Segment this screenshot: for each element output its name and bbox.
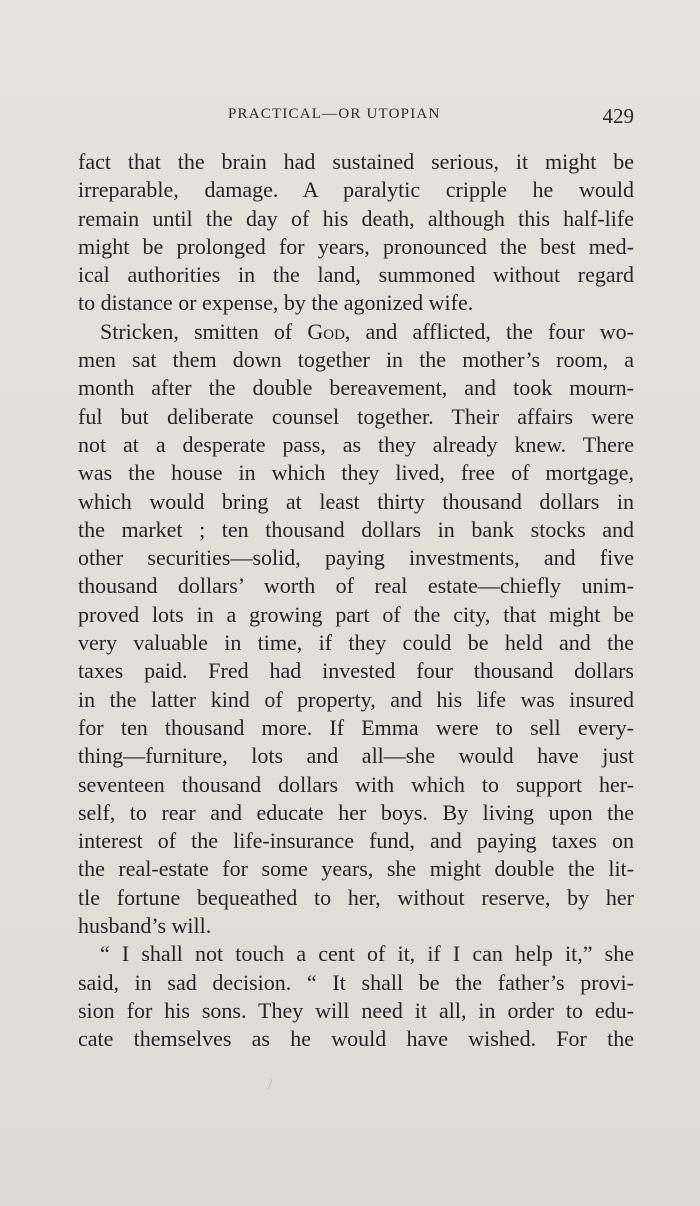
- text-line: sion for his sons. They will need it all, in order to edu-: [78, 997, 634, 1023]
- text-line: fact that the brain had sustained serious, it might be: [78, 149, 634, 174]
- text-line: might be prolonged for years, pronounced the best med-: [78, 233, 634, 259]
- text-line: husband’s will.: [78, 913, 212, 939]
- text-line: “ I shall not touch a cent of it, if I can help it,” she: [100, 941, 634, 967]
- body-text: [78, 148, 634, 1054]
- text-line: self, to rear and educate her boys. By living upon the: [78, 799, 634, 825]
- text-line: ical authorities in the land, summoned without regard: [78, 262, 634, 288]
- text-line: taxes paid. Fred had invested four thousand dollars: [78, 658, 634, 684]
- text-line: the real-estate for some years, she might double the lit-: [78, 856, 634, 882]
- page-number: 429: [602, 104, 634, 128]
- text-line: month after the double bereavement, and took mourn-: [78, 375, 634, 401]
- text-line: said, in sad decision. “ It shall be the father’s provi-: [78, 969, 634, 995]
- text-line: other securities—solid, paying investments, and five: [78, 545, 634, 571]
- text-line: thousand dollars’ worth of real estate—chiefly unim-: [78, 573, 634, 599]
- paper-mark: /: [268, 1076, 273, 1093]
- text-line: tle fortune bequeathed to her, without reserve, by her: [78, 884, 634, 910]
- text-line: remain until the day of his death, although this half-life: [78, 205, 634, 231]
- text-line: to distance or expense, by the agonized wife.: [78, 290, 474, 316]
- text-line: seventeen thousand dollars with which to support her-: [78, 771, 634, 797]
- text-line: in the latter kind of property, and his life was insured: [78, 686, 634, 712]
- small-caps-word: God: [307, 318, 345, 344]
- text-line: not at a desperate pass, as they already knew. There: [78, 431, 634, 457]
- text-line: which would bring at least thirty thousand dollars in: [78, 488, 634, 514]
- text-line: proved lots in a growing part of the city, that might be: [78, 601, 634, 627]
- text-line: ful but deliberate counsel together. Their affairs were: [78, 403, 634, 429]
- text-line: irreparable, damage. A paralytic cripple he would: [78, 177, 634, 203]
- text-line: Stricken, smitten of God, and afflicted, the four wo-: [100, 318, 634, 344]
- text-line: very valuable in time, if they could be held and the: [78, 630, 634, 656]
- text-line: was the house in which they lived, free of mortgage,: [78, 460, 634, 486]
- running-head: PRACTICAL—OR UTOPIAN: [228, 106, 441, 122]
- text-line: interest of the life-insurance fund, and paying taxes on: [78, 828, 634, 854]
- page-header: [78, 104, 634, 132]
- text-line: cate themselves as he would have wished. For the: [78, 1026, 634, 1052]
- text-line: the market ; ten thousand dollars in bank stocks and: [78, 516, 634, 542]
- text-line: thing—furniture, lots and all—she would have just: [78, 743, 634, 769]
- text-line: men sat them down together in the mother’s room, a: [78, 347, 634, 373]
- text-line: for ten thousand more. If Emma were to sell every-: [78, 714, 634, 740]
